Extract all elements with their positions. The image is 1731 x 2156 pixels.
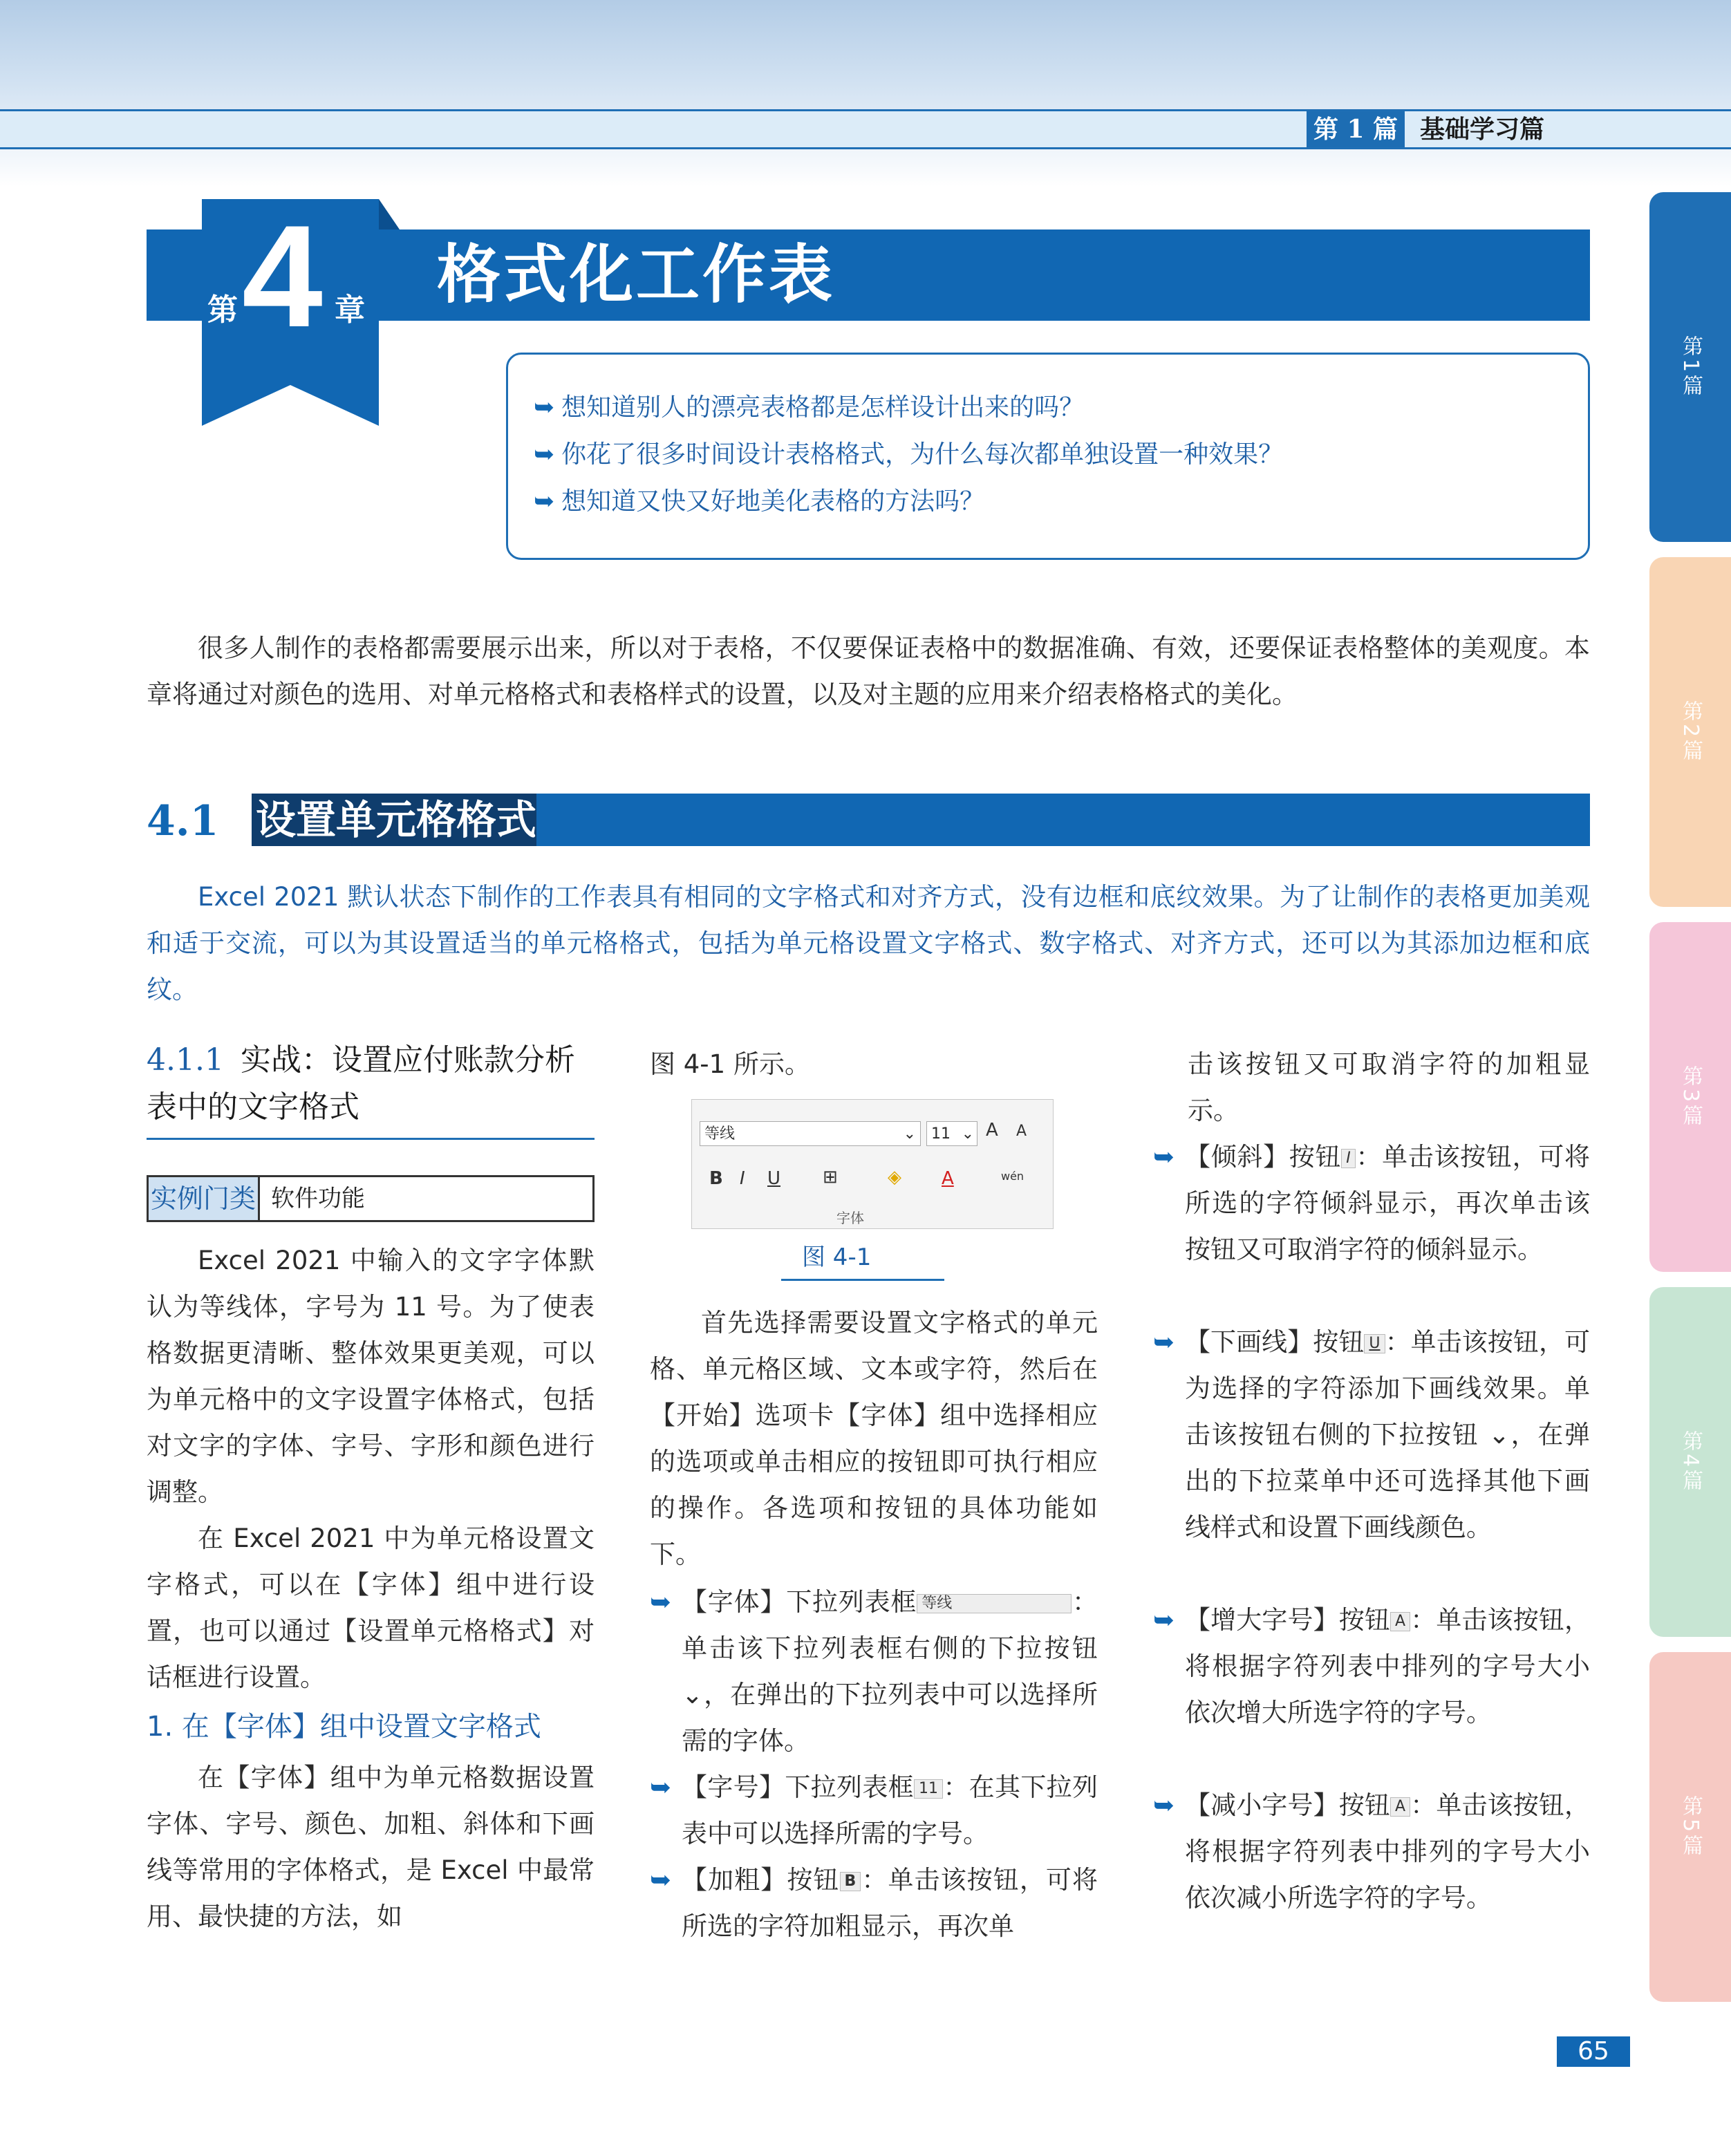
arrow-icon: ➥ (534, 440, 555, 469)
middle-bullet-font: ➥ 【字体】下拉列表框 等线 ：单击该下拉列表框右侧的下拉按钮 ⌄，在弹出的下拉列表中可以选择所需的字体。 (650, 1579, 1098, 1764)
side-tab-part1[interactable]: 第1篇 (1649, 192, 1731, 542)
side-tab-part3[interactable]: 第3篇 (1649, 922, 1731, 1272)
question-item: ➥ 想知道别人的漂亮表格都是怎样设计出来的吗？ (534, 393, 1085, 422)
left-paragraph-3: 在【字体】组中为单元格数据设置字体、字号、颜色、加粗、斜体和下画线等常用的字体格式，是 Excel 中最常用、最快捷的方法，如 (147, 1763, 595, 1931)
category-value: 软件功能 (271, 1185, 365, 1212)
category-label: 实例门类 (147, 1175, 260, 1222)
header-part-label: 第 1 篇 (1307, 111, 1405, 147)
underline-icon[interactable]: U (767, 1168, 781, 1189)
arrow-icon: ➥ (1153, 1605, 1175, 1635)
subsection-number: 4.1.1 (147, 1042, 224, 1078)
font-size-dropdown[interactable]: 11 ⌄ (926, 1121, 977, 1146)
chapter-ribbon-left (147, 229, 206, 321)
question-item: ➥ 想知道又快又好地美化表格的方法吗？ (534, 487, 985, 516)
section-intro: Excel 2021 默认状态下制作的工作表具有相同的文字格式和对齐方式，没有边框和底纹效果。为了让制作的表格更加美观和适于交流，可以为其设置适当的单元格格式，包括为单元格设置文字格式、数字格式、对齐方式，还可以为其添加边框和底纹。 (147, 882, 1590, 1004)
middle-bullet-bold: ➥ 【加粗】按钮 B ：单击该按钮，可将所选的字符加粗显示，再次单 (650, 1857, 1098, 1949)
font-size-dropdown-icon: 11 (914, 1779, 943, 1799)
font-color-icon[interactable]: A (942, 1168, 954, 1189)
left-paragraph-1: Excel 2021 中输入的文字字体默认为等线体，字号为 11 号。为了使表格数据更清晰、整体效果更美观，可以为单元格中的文字设置字体格式，包括对文字的字体、字号、字形和颜色进行调整。 (147, 1246, 595, 1507)
right-bullet-shrink: ➥ 【减小字号】按钮 A ：单击该按钮，将根据字符列表中排列的字号大小依次减小所选字符的字号。 (1153, 1782, 1590, 1921)
middle-lead: 图 4-1 所示。 (650, 1049, 810, 1079)
shrink-font-icon[interactable]: A (1016, 1123, 1027, 1140)
subsection-heading (147, 1037, 595, 1131)
arrow-icon: ➥ (1153, 1790, 1175, 1820)
middle-bullet-size: ➥ 【字号】下拉列表框 11 ：在其下拉列表中可以选择所需的字号。 (650, 1764, 1098, 1857)
side-tab-part2[interactable]: 第2篇 (1649, 557, 1731, 907)
arrow-icon: ➥ (650, 1772, 672, 1802)
header-gradient (0, 0, 1731, 187)
right-bullet-grow: ➥ 【增大字号】按钮 A ：单击该按钮，将根据字符列表中排列的字号大小依次增大所选字符的字号。 (1153, 1597, 1590, 1736)
chapter-title: 格式化工作表 (437, 238, 836, 312)
arrow-icon: ➥ (534, 393, 555, 422)
shrink-font-icon: A (1390, 1797, 1410, 1817)
left-paragraph-2: 在 Excel 2021 中为单元格设置文字格式，可以在【字体】组中进行设置，也可以通过【设置单元格格式】对话框进行设置。 (147, 1524, 595, 1692)
side-tab-part4[interactable]: 第4篇 (1649, 1287, 1731, 1637)
font-group-figure (691, 1099, 1054, 1229)
italic-icon: I (1341, 1149, 1356, 1168)
chapter-ribbon-fold (379, 199, 400, 229)
grow-font-icon[interactable]: A (986, 1120, 998, 1141)
arrow-icon: ➥ (534, 487, 555, 516)
question-item: ➥ 你花了很多时间设计表格格式，为什么每次都单独设置一种效果？ (534, 440, 1284, 469)
chapter-prefix: 第 (207, 292, 238, 328)
step-heading: 1. 在【字体】组中设置文字格式 (147, 1711, 541, 1743)
right-continuation: 击该按钮又可取消字符的加粗显示。 (1188, 1049, 1590, 1125)
border-icon[interactable]: ⊞ (823, 1167, 838, 1188)
font-name-dropdown[interactable]: 等线 ⌄ (700, 1121, 921, 1146)
header-part-title: 基础学习篇 (1420, 115, 1545, 144)
chapter-intro: 很多人制作的表格都需要展示出来，所以对于表格，不仅要保证表格中的数据准确、有效，还要保证表格整体的美观度。本章将通过对颜色的选用、对单元格格式和表格样式的设置，以及对主题的应用来介绍表格格式的美化。 (147, 633, 1590, 709)
figure-caption-rule (781, 1279, 944, 1281)
grow-font-icon: A (1390, 1612, 1410, 1631)
chevron-down-icon: ⌄ (903, 1125, 916, 1143)
arrow-icon: ➥ (650, 1587, 672, 1617)
chevron-down-icon: ⌄ (961, 1125, 974, 1143)
arrow-icon: ➥ (650, 1865, 672, 1895)
figure-caption: 图 4-1 (802, 1244, 872, 1271)
bold-icon: B (840, 1872, 861, 1891)
italic-icon[interactable]: I (740, 1168, 745, 1189)
chapter-suffix: 章 (335, 292, 365, 328)
fill-color-icon[interactable]: ◈ (888, 1167, 901, 1188)
arrow-icon: ➥ (1153, 1327, 1175, 1357)
bold-icon[interactable]: B (709, 1168, 723, 1189)
subsection-rule (147, 1138, 595, 1140)
font-name-dropdown-icon: 等线 (917, 1594, 1072, 1613)
side-tab-part5[interactable]: 第5篇 (1649, 1652, 1731, 2002)
underline-icon: U (1364, 1334, 1385, 1353)
figure-group-label: 字体 (836, 1210, 864, 1226)
section-number: 4.1 (147, 797, 219, 845)
chapter-number: 4 (242, 195, 323, 357)
phonetic-icon[interactable]: wén (1001, 1170, 1024, 1183)
right-bullet-underline: ➥ 【下画线】按钮 U ：单击该按钮，可为选择的字符添加下画线效果。单击该按钮右侧的下拉按钮 ⌄，在弹出的下拉菜单中还可选择其他下画线样式和设置下画线颜色。 (1153, 1319, 1590, 1550)
middle-paragraph: 首先选择需要设置文字格式的单元格、单元格区域、文本或字符，然后在【开始】选项卡【字体】组中选择相应的选项或单击相应的按钮即可执行相应的操作。各选项和按钮的具体功能如下。 (650, 1308, 1098, 1569)
subsection-title: 实战：设置应付账款分析表中的文字格式 (147, 1042, 575, 1125)
section-title: 设置单元格格式 (252, 794, 536, 846)
arrow-icon: ➥ (1153, 1142, 1175, 1172)
right-bullet-italic: ➥ 【倾斜】按钮 I ：单击该按钮，可将所选的字符倾斜显示，再次单击该按钮又可取消字符的倾斜显示。 (1153, 1134, 1590, 1273)
page-number: 65 (1557, 2036, 1630, 2067)
